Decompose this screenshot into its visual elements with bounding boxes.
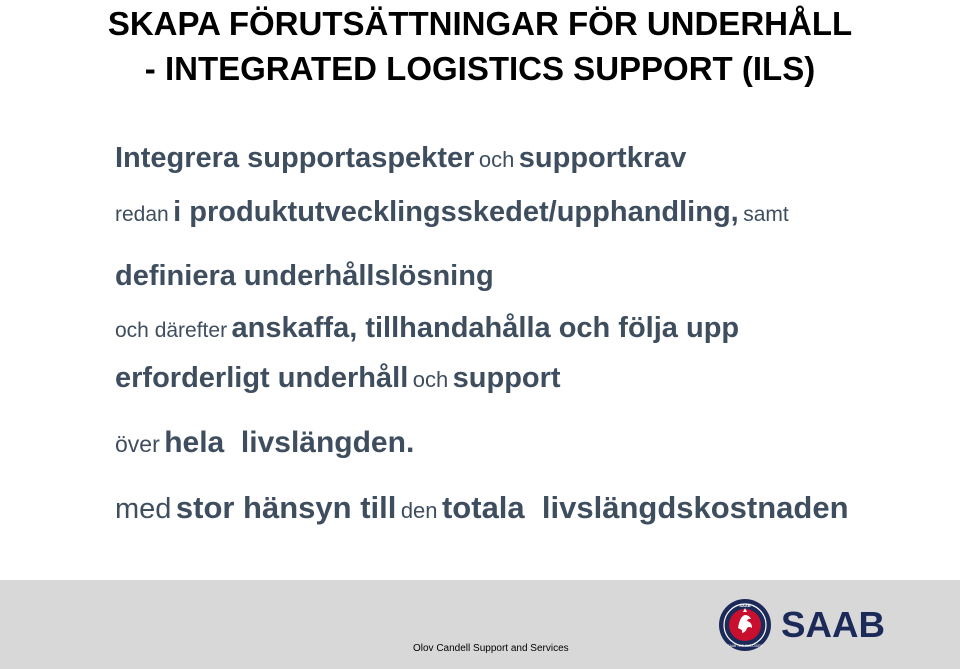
text-bold: anskaffa, tillhandahålla och följa upp bbox=[231, 312, 740, 344]
text-regular: den bbox=[400, 498, 438, 523]
text-regular: och därefter bbox=[115, 319, 228, 342]
text-bold: totala livslängdskostnaden bbox=[441, 490, 849, 525]
body-line-4 bbox=[115, 314, 739, 343]
text-regular: och bbox=[478, 147, 515, 172]
slide-title-line-1: SKAPA FÖRUTSÄTTNINGAR FÖR UNDERHÅLL bbox=[107, 5, 853, 42]
footer-bar bbox=[0, 580, 960, 669]
footer-author-text: Olov Candell Support and Services bbox=[413, 643, 569, 654]
text-bold: stor hänsyn till bbox=[175, 490, 397, 525]
text-regular: och bbox=[412, 367, 449, 392]
text-bold: supportkrav bbox=[518, 142, 687, 174]
text-bold: definiera underhållslösning bbox=[115, 260, 494, 292]
body-line-7 bbox=[115, 492, 849, 524]
text-bold: hela livslängden. bbox=[164, 426, 415, 459]
body-line-6 bbox=[115, 428, 414, 458]
text-regular: redan bbox=[115, 203, 169, 226]
body-line-2 bbox=[115, 198, 789, 227]
emblem-caption-text: SAAB TECHNOLOGIES bbox=[727, 644, 763, 648]
text-bold: erforderligt underhåll bbox=[115, 362, 409, 394]
saab-emblem-icon bbox=[718, 598, 772, 652]
text-regular: med bbox=[115, 493, 172, 525]
body-line-1 bbox=[115, 144, 686, 173]
text-bold: i produktutvecklingsskedet/upphandling, bbox=[173, 196, 739, 228]
text-regular: samt bbox=[743, 203, 789, 226]
emblem-top-text: SAAB bbox=[739, 603, 751, 608]
text-bold: support bbox=[452, 362, 561, 394]
text-bold: Integrera supportaspekter bbox=[115, 142, 475, 174]
saab-logo-wordmark bbox=[780, 608, 886, 642]
text-regular: över bbox=[115, 431, 160, 457]
saab-wordmark-text: SAAB bbox=[781, 608, 885, 642]
slide-title-line-2: - INTEGRATED LOGISTICS SUPPORT (ILS) bbox=[144, 50, 816, 87]
body-line-3 bbox=[115, 262, 494, 291]
body-line-5 bbox=[115, 364, 561, 393]
